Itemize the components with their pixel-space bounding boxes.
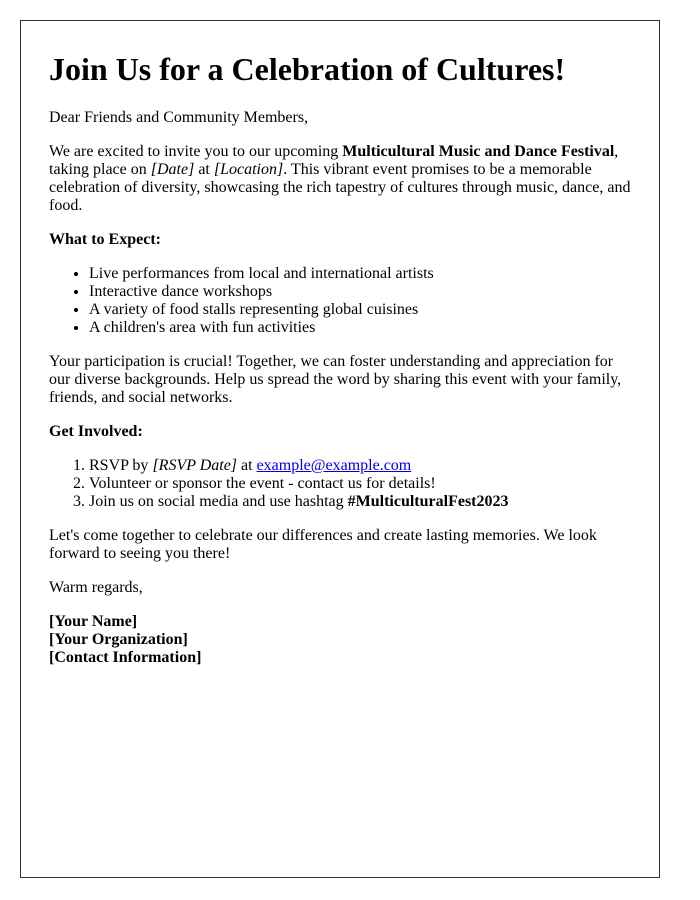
date-placeholder: [Date] xyxy=(150,161,195,178)
rsvp-at: at xyxy=(237,457,257,474)
intro-text-1: We are excited to invite you to our upcoming xyxy=(49,143,343,160)
list-item: • A variety of food stalls representing global cuisines xyxy=(89,301,631,319)
intro-text-3: at xyxy=(194,161,214,178)
letter-page xyxy=(20,20,660,878)
expect-list xyxy=(49,265,631,337)
signature-contact: [Contact Information] xyxy=(49,649,202,666)
email-link[interactable]: example@example.com xyxy=(256,457,412,474)
hashtag: #MulticulturalFest2023 xyxy=(347,493,509,510)
involved-heading-text: Get Involved: xyxy=(49,423,143,440)
expect-heading-text: What to Expect: xyxy=(49,231,161,248)
closing-paragraph: Let's come together to celebrate our differences and create lasting memories. We look forward to seeing you there! xyxy=(49,527,597,562)
social-item xyxy=(89,493,631,511)
greeting: Dear Friends and Community Members, xyxy=(49,109,309,126)
involved-heading xyxy=(49,423,631,441)
volunteer-item: 2. Volunteer or sponsor the event - contact us for details! xyxy=(89,475,631,493)
list-item: • Live performances from local and international artists xyxy=(89,265,631,283)
sign-off: Warm regards, xyxy=(49,579,143,596)
rsvp-item xyxy=(89,457,631,475)
social-prefix: Join us on social media and use hashtag xyxy=(89,493,348,510)
location-placeholder: [Location] xyxy=(213,161,284,178)
list-item: • Interactive dance workshops xyxy=(89,283,631,301)
festival-name: Multicultural Music and Dance Festival xyxy=(342,143,615,160)
intro-text-2: , taking place on xyxy=(49,143,619,178)
signature-organization: [Your Organization] xyxy=(49,631,188,648)
intro-text-4: . This vibrant event promises to be a memorable celebration of diversity, showcasing the rich tapestry of cultures through music, dance, and food. xyxy=(49,161,631,214)
letter-title: Join Us for a Celebration of Cultures! xyxy=(49,51,566,87)
list-item: • A children's area with fun activities xyxy=(89,319,631,337)
signature-block xyxy=(49,613,631,667)
intro-paragraph xyxy=(49,143,631,215)
rsvp-prefix: RSVP by xyxy=(89,457,153,474)
involved-list xyxy=(49,457,631,511)
expect-heading xyxy=(49,231,631,249)
signature-name: [Your Name] xyxy=(49,613,138,630)
participation-paragraph: Your participation is crucial! Together, we can foster understanding and appreciation for our diverse backgrounds. Help us spread the word by sharing this event with your family, friends, and social networks. xyxy=(49,353,622,406)
rsvp-date-placeholder: [RSVP Date] xyxy=(152,457,238,474)
